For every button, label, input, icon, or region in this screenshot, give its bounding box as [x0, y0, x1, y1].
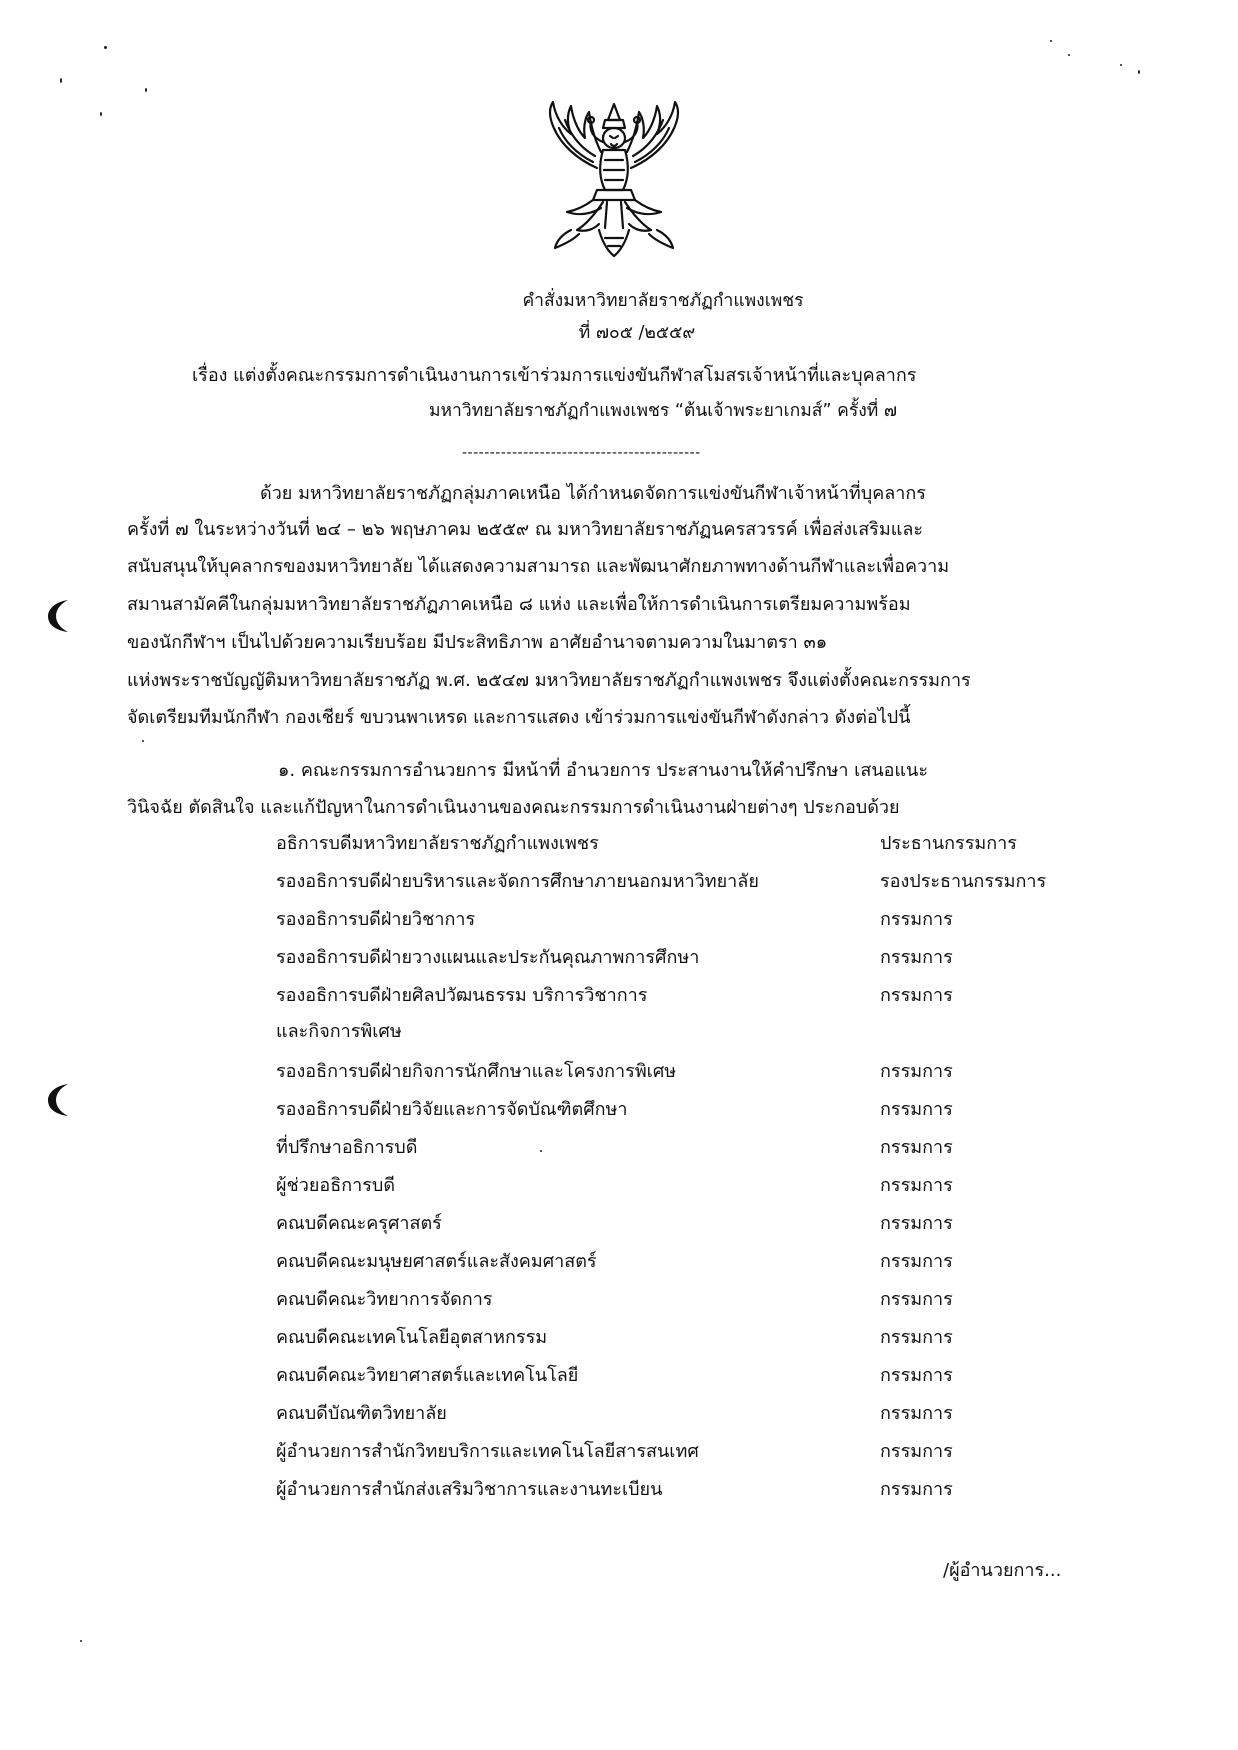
intro-line-1: ด้วย มหาวิทยาลัยราชภัฏกลุ่มภาคเหนือ ได้กำหนดจัดการแข่งขันกีฬาเจ้าหน้าที่บุคลากร — [260, 483, 926, 504]
member-role: รองประธานกรรมการ — [880, 871, 1047, 892]
member-name: ผู้อำนวยการสำนักส่งเสริมวิชาการและงานทะเบียน — [276, 1479, 663, 1500]
garuda-emblem-icon — [519, 98, 709, 258]
subject-line-2: มหาวิทยาลัยราชภัฏกำแพงเพชร “ต้นเจ้าพระยาเกมส์” ครั้งที่ ๗ — [428, 401, 898, 421]
member-role: กรรมการ — [880, 1137, 953, 1158]
scan-speck — [1050, 40, 1052, 42]
intro-line-5: ของนักกีฬาฯ เป็นไปด้วยความเรียบร้อย มีประสิทธิภาพ อาศัยอำนาจตามความในมาตรา ๓๑ — [127, 632, 828, 653]
scan-speck — [104, 46, 107, 49]
scan-speck — [1138, 70, 1140, 74]
member-name: และกิจการพิเศษ — [276, 1021, 402, 1042]
section-1-heading: ๑. คณะกรรมการอำนวยการ มีหน้าที่ อำนวยการ ประสานงานให้คำปรึกษา เสนอแนะ — [278, 760, 929, 781]
scan-speck — [60, 78, 62, 83]
member-role: กรรมการ — [880, 1365, 953, 1386]
member-role: ประธานกรรมการ — [880, 833, 1017, 854]
intro-line-4: สมานสามัคคีในกลุ่มมหาวิทยาลัยราชภัฏภาคเหนือ ๘ แห่ง และเพื่อให้การดำเนินการเตรียมความพร้อม — [127, 594, 911, 615]
intro-line-3: สนับสนุนให้บุคลากรของมหาวิทยาลัย ได้แสดงความสามารถ และพัฒนาศักยภาพทางด้านกีฬาและเพื่อความ — [127, 556, 950, 577]
member-role: กรรมการ — [880, 909, 953, 930]
scan-speck — [145, 88, 147, 92]
member-name: คณบดีคณะครุศาสตร์ — [276, 1213, 442, 1234]
member-role: กรรมการ — [880, 985, 953, 1006]
member-name: รองอธิการบดีฝ่ายกิจการนักศึกษาและโครงการพิเศษ — [276, 1061, 677, 1082]
member-role: กรรมการ — [880, 1403, 953, 1424]
subject-line-1: เรื่อง แต่งตั้งคณะกรรมการดำเนินงานการเข้าร่วมการแข่งขันกีฬาสโมสรเจ้าหน้าที่และบุคลากร — [192, 365, 917, 386]
hole-punch-mark-icon — [44, 1080, 74, 1120]
separator-line: ------------------------------------------- — [462, 445, 701, 461]
member-name: ผู้อำนวยการสำนักวิทยบริการและเทคโนโลยีสารสนเทศ — [276, 1441, 699, 1462]
member-name: รองอธิการบดีฝ่ายวิชาการ — [276, 909, 476, 930]
member-name: คณบดีคณะเทคโนโลยีอุตสาหกรรม — [276, 1327, 548, 1348]
member-name: รองอธิการบดีฝ่ายศิลปวัฒนธรรม บริการวิชาการ — [276, 985, 648, 1006]
issuer-title: คำสั่งมหาวิทยาลัยราชภัฏกำแพงเพชร — [522, 291, 804, 311]
member-name: คณบดีบัณฑิตวิทยาลัย — [276, 1403, 447, 1424]
continuation-text: /ผู้อำนวยการ... — [943, 1560, 1062, 1581]
member-name: คณบดีคณะวิทยาศาสตร์และเทคโนโลยี — [276, 1365, 579, 1386]
member-role: กรรมการ — [880, 1441, 953, 1462]
member-name: ผู้ช่วยอธิการบดี — [276, 1175, 396, 1196]
intro-line-6: แห่งพระราชบัญญัติมหาวิทยาลัยราชภัฏ พ.ศ. ๒๕๔๗ มหาวิทยาลัยราชภัฏกำแพงเพชร จึงแต่งตั้งคณะกรรมการ — [127, 670, 971, 691]
member-role: กรรมการ — [880, 1061, 953, 1082]
scan-speck — [100, 112, 102, 116]
member-role: กรรมการ — [880, 1175, 953, 1196]
member-name: รองอธิการบดีฝ่ายวางแผนและประกันคุณภาพการศึกษา — [276, 947, 700, 968]
member-role: กรรมการ — [880, 1327, 953, 1348]
scan-speck — [540, 1150, 542, 1152]
member-name: คณบดีคณะมนุษยศาสตร์และสังคมศาสตร์ — [276, 1251, 597, 1272]
member-role: กรรมการ — [880, 1213, 953, 1234]
member-name: รองอธิการบดีฝ่ายวิจัยและการจัดบัณฑิตศึกษา — [276, 1099, 628, 1120]
member-name: อธิการบดีมหาวิทยาลัยราชภัฏกำแพงเพชร — [276, 833, 599, 854]
hole-punch-mark-icon — [44, 596, 74, 636]
scan-speck — [142, 740, 144, 742]
member-role: กรรมการ — [880, 1289, 953, 1310]
member-name: รองอธิการบดีฝ่ายบริหารและจัดการศึกษาภายนอกมหาวิทยาลัย — [276, 871, 759, 892]
member-name: คณบดีคณะวิทยาการจัดการ — [276, 1289, 493, 1310]
member-role: กรรมการ — [880, 947, 953, 968]
member-role: กรรมการ — [880, 1099, 953, 1120]
order-number: ที่ ๗๐๕ /๒๕๕๙ — [578, 323, 696, 343]
scan-speck — [1068, 54, 1070, 56]
scan-speck — [80, 1640, 82, 1642]
member-role: กรรมการ — [880, 1479, 953, 1500]
member-name: ที่ปรึกษาอธิการบดี — [276, 1137, 418, 1158]
scan-speck — [1120, 64, 1122, 66]
intro-line-2: ครั้งที่ ๗ ในระหว่างวันที่ ๒๔ – ๒๖ พฤษภาคม ๒๕๕๙ ณ มหาวิทยาลัยราชภัฏนครสวรรค์ เพื่อส่งเสริมและ — [127, 519, 924, 540]
intro-line-7: จัดเตรียมทีมนักกีฬา กองเชียร์ ขบวนพาเหรด และการแสดง เข้าร่วมการแข่งขันกีฬาดังกล่าว ดังต่อไปนี้ — [127, 707, 911, 728]
member-role: กรรมการ — [880, 1251, 953, 1272]
section-1-text: วินิจฉัย ตัดสินใจ และแก้ปัญหาในการดำเนินงานของคณะกรรมการดำเนินงานฝ่ายต่างๆ ประกอบด้วย — [127, 797, 900, 818]
